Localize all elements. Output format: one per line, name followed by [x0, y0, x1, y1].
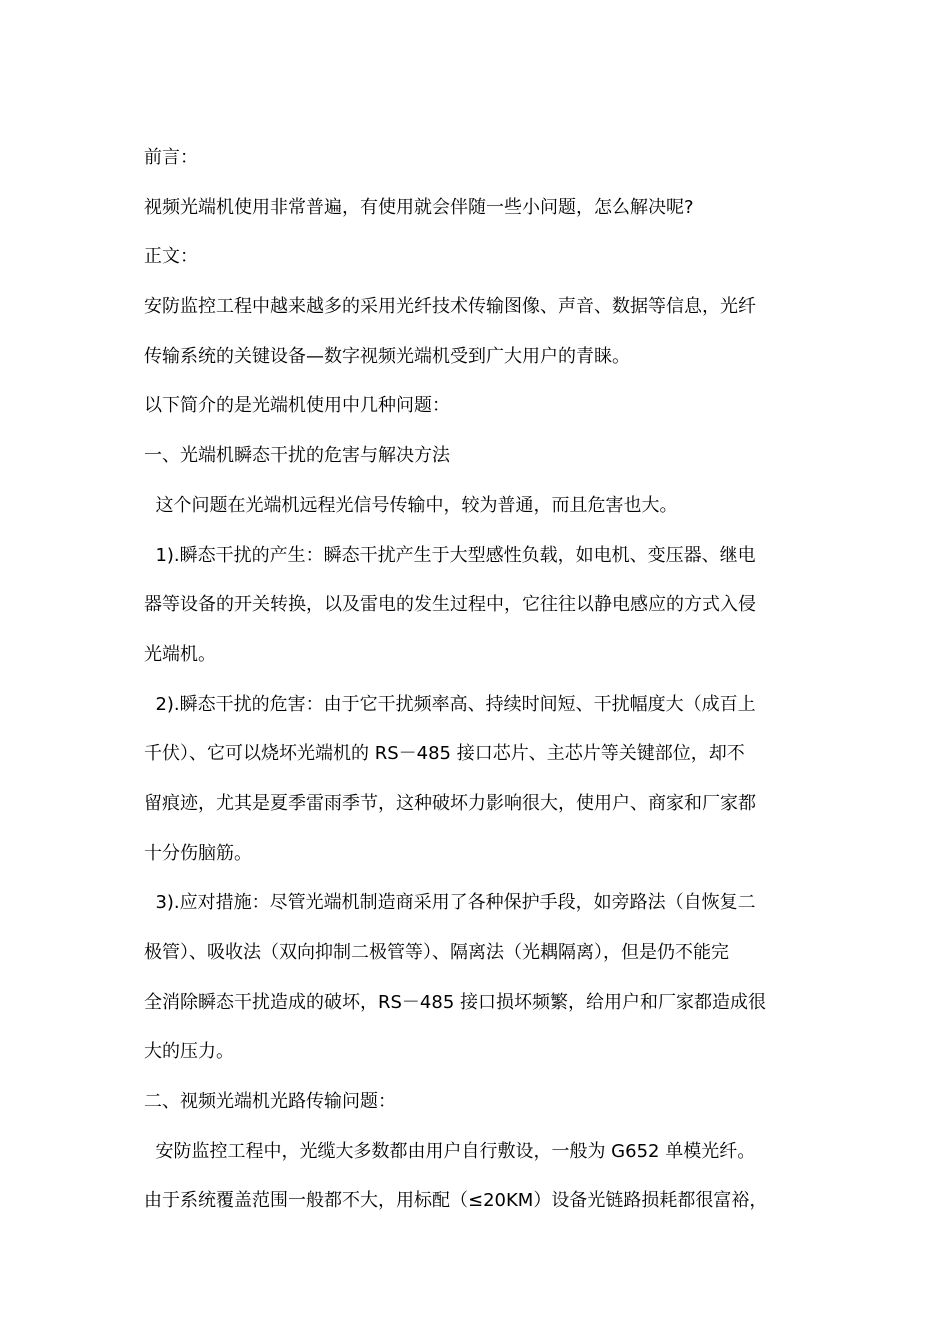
text-line: 全消除瞬态干扰造成的破坏，RS－485 接口损坏频繁，给用户和厂家都造成很	[144, 991, 767, 1013]
text-line: 1).瞬态干扰的产生：瞬态干扰产生于大型感性负载，如电机、变压器、继电	[144, 544, 756, 566]
text-line: 2).瞬态干扰的危害：由于它干扰频率高、持续时间短、干扰幅度大（成百上	[144, 693, 756, 715]
text-line: 3).应对措施：尽管光端机制造商采用了各种保护手段，如旁路法（自恢复二	[144, 892, 756, 914]
text-line: 留痕迹，尤其是夏季雷雨季节，这种破坏力影响很大，使用户、商家和厂家都	[144, 792, 756, 814]
text-line: 大的压力。	[144, 1041, 234, 1063]
text-line: 安防监控工程中越来越多的采用光纤技术传输图像、声音、数据等信息，光纤	[144, 296, 756, 318]
text-line: 器等设备的开关转换，以及雷电的发生过程中，它往往以静电感应的方式入侵	[144, 594, 756, 616]
text-line: 这个问题在光端机远程光信号传输中，较为普通，而且危害也大。	[144, 494, 678, 516]
text-line: 二、视频光端机光路传输问题：	[144, 1091, 396, 1113]
text-line: 视频光端机使用非常普遍，有使用就会伴随一些小问题，怎么解决呢?	[144, 196, 694, 218]
text-line: 传输系统的关键设备—数字视频光端机受到广大用户的青睐。	[144, 345, 630, 367]
text-line: 由于系统覆盖范围一般都不大，用标配（≤20KM）设备光链路损耗都很富裕，	[144, 1190, 768, 1212]
text-line: 光端机。	[144, 643, 216, 665]
text-line: 正文：	[144, 246, 198, 268]
text-line: 一、光端机瞬态干扰的危害与解决方法	[144, 445, 450, 467]
document-body	[144, 133, 834, 1226]
text-line: 十分伤脑筋。	[144, 842, 252, 864]
text-line: 千伏）、它可以烧坏光端机的 RS－485 接口芯片、主芯片等关键部位，却不	[144, 743, 745, 765]
text-line: 前言：	[144, 147, 198, 168]
text-line: 安防监控工程中，光缆大多数都由用户自行敷设，一般为 G652 单模光纤。	[144, 1140, 756, 1162]
text-line: 以下简介的是光端机使用中几种问题：	[144, 395, 450, 417]
text-line: 极管）、吸收法（双向抑制二极管等）、隔离法（光耦隔离），但是仍不能完	[144, 942, 729, 963]
